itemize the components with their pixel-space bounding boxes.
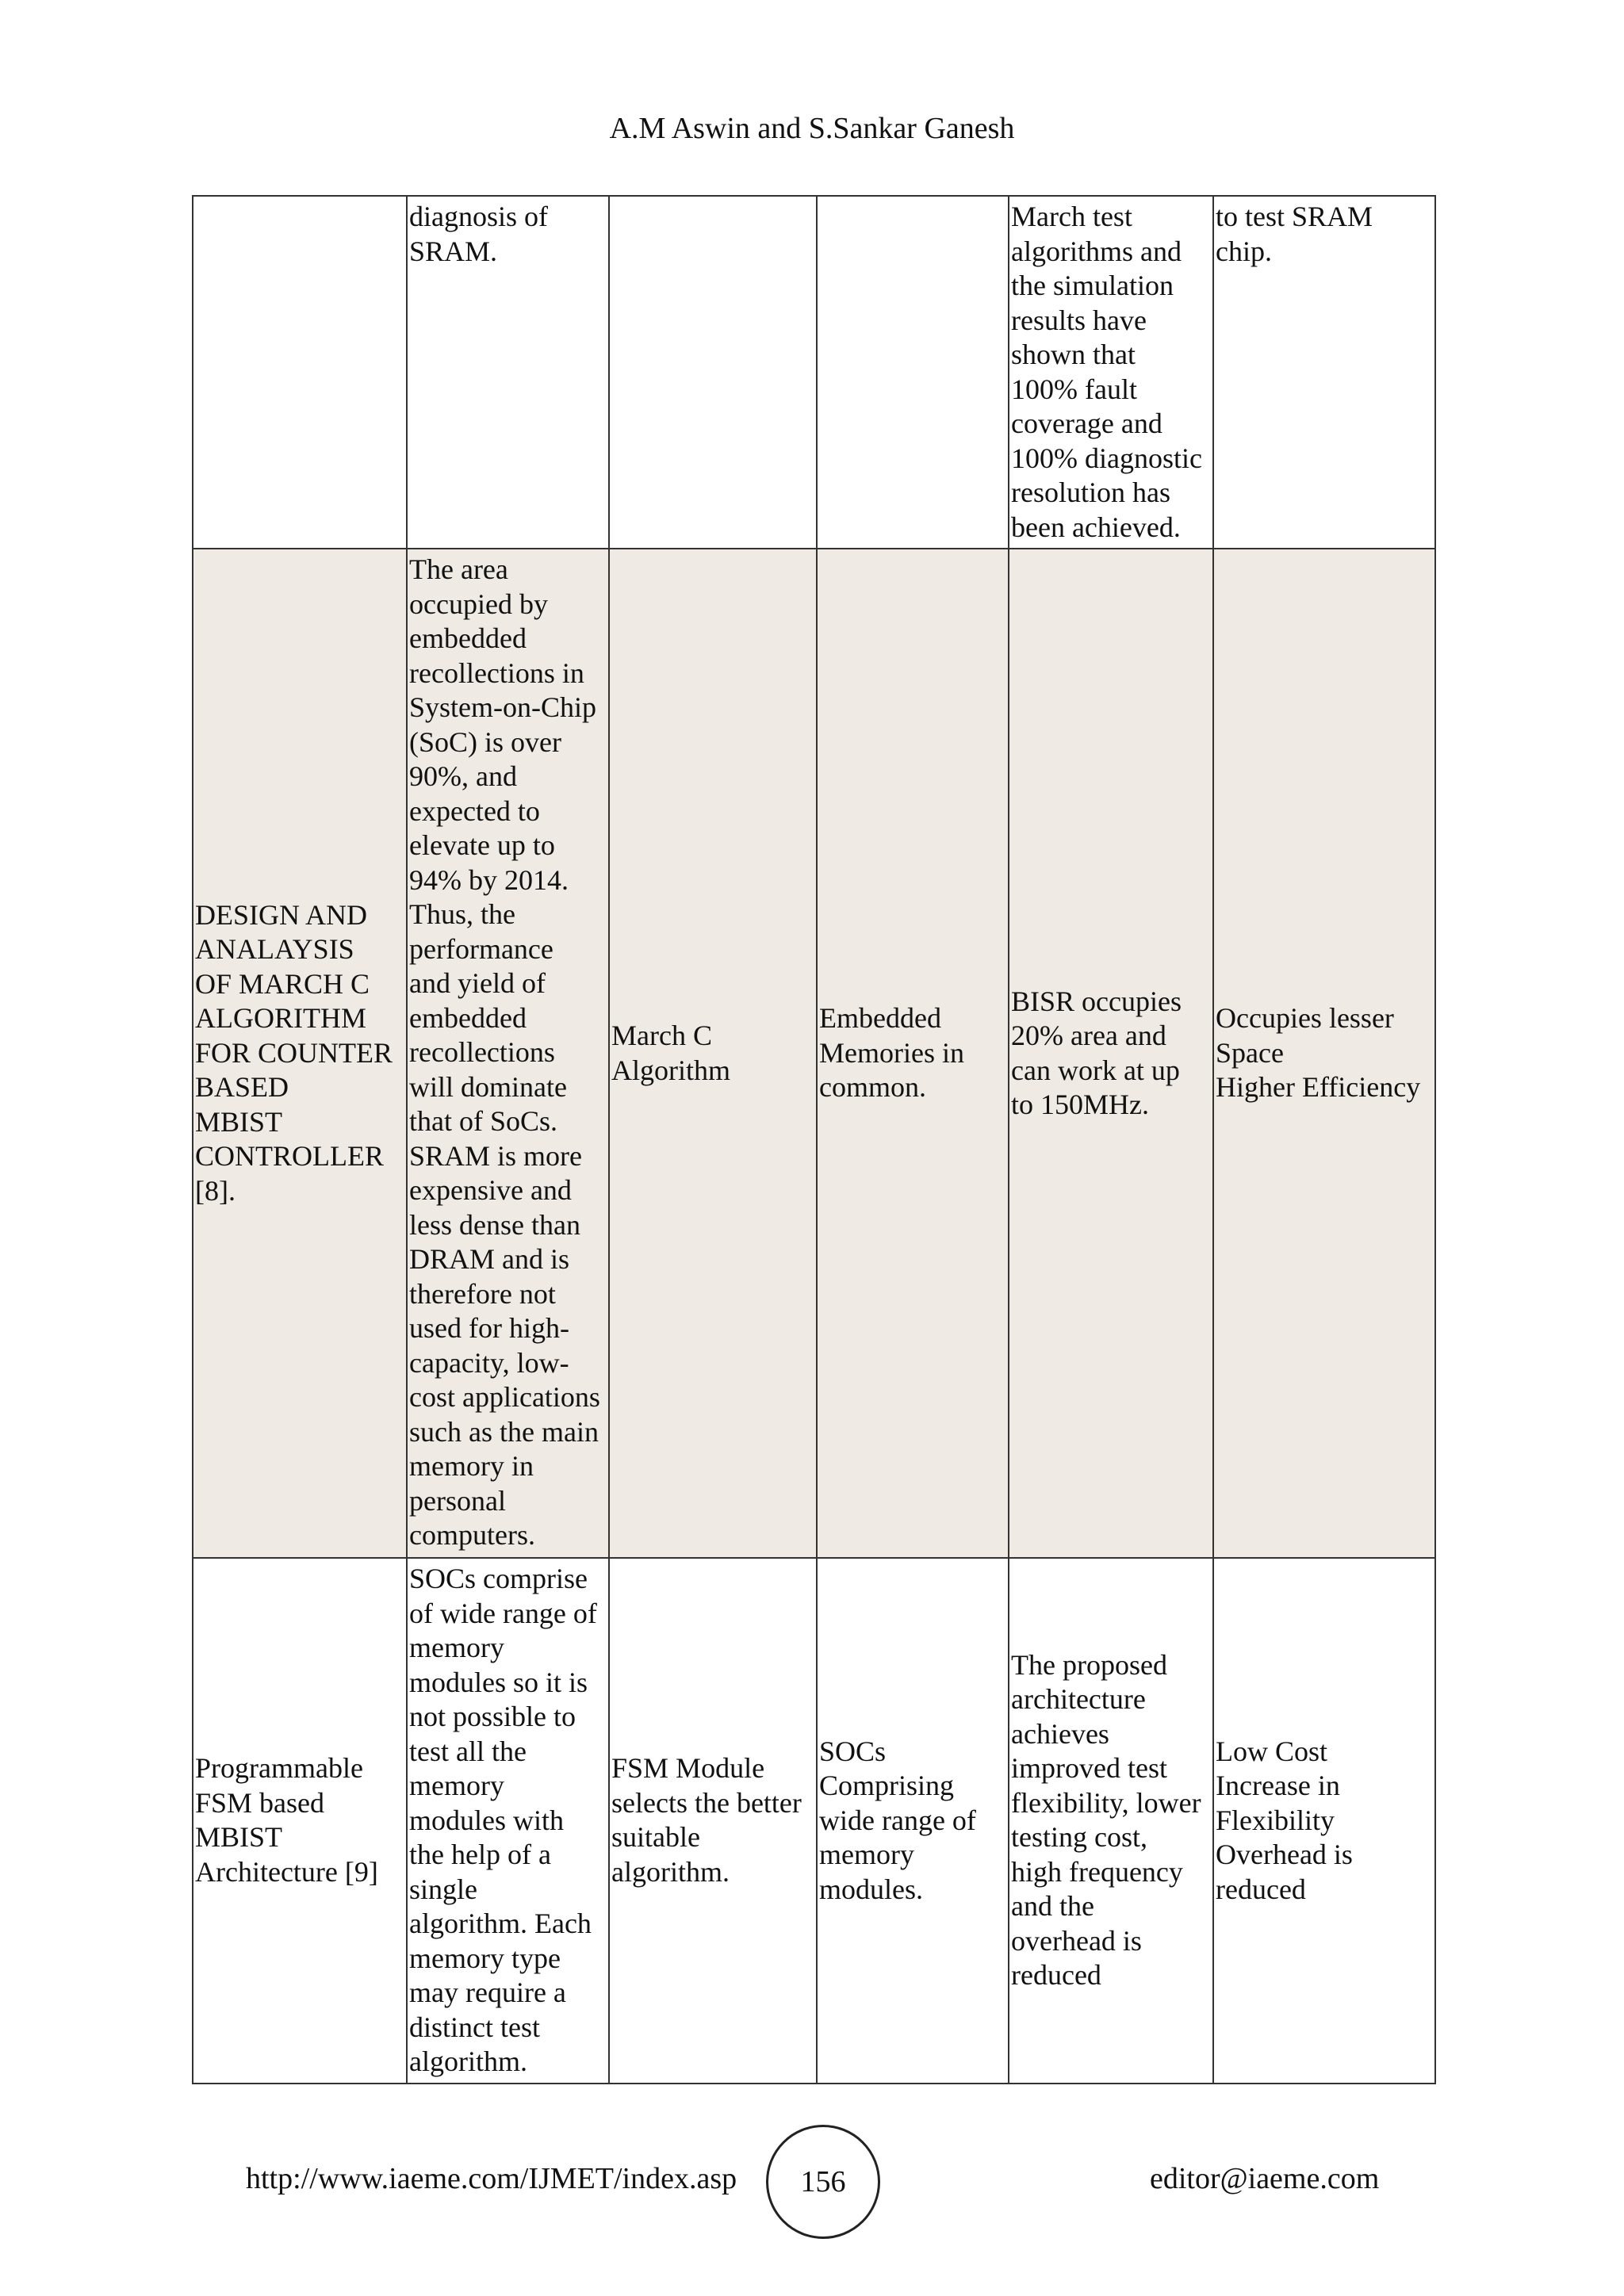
- table-cell-problem: The area occupied by embedded recollections in System-on-Chip (SoC) is over 90%, and expected to elevate up to 94% by 2014. Thus, the performance and yield of embedded recollections will dominate that of SoCs. SRAM is more expensive and less dense than DRAM and is therefore not used for high- capacity, low- cost applications such as the main memory in personal computers.: [407, 549, 609, 1558]
- table-cell-application: Embedded Memories in common.: [817, 549, 1009, 1558]
- page-footer: [0, 2125, 1624, 2236]
- table-row: [193, 1558, 1435, 2084]
- table-cell-merits: to test SRAM chip.: [1213, 196, 1435, 549]
- table-cell-result: BISR occupies 20% area and can work at up to 150MHz.: [1009, 549, 1213, 1558]
- table-cell-merits: Low Cost Increase in Flexibility Overhead is reduced: [1213, 1558, 1435, 2084]
- table-row: [193, 549, 1435, 1558]
- running-header: A.M Aswin and S.Sankar Ganesh: [609, 112, 1015, 145]
- table-cell-method: FSM Module selects the better suitable algorithm.: [609, 1558, 817, 2084]
- table-cell-application: [817, 196, 1009, 549]
- table-cell-result: The proposed architecture achieves improved test flexibility, lower testing cost, high frequency and the overhead is reduced: [1009, 1558, 1213, 2084]
- table-row: [193, 196, 1435, 549]
- table-cell-title: Programmable FSM based MBIST Architecture [9]: [193, 1558, 407, 2084]
- journal-url-link[interactable]: http://www.iaeme.com/IJMET/index.asp: [246, 2162, 737, 2195]
- table-cell-application: SOCs Comprising wide range of memory modules.: [817, 1558, 1009, 2084]
- table-cell-merits: Occupies lesser Space Higher Efficiency: [1213, 549, 1435, 1558]
- table-cell-problem: diagnosis of SRAM.: [407, 196, 609, 549]
- table-cell-result: March test algorithms and the simulation results have shown that 100% fault coverage and 100% diagnostic resolution has been achieved.: [1009, 196, 1213, 549]
- editor-email-link[interactable]: editor@iaeme.com: [1150, 2162, 1380, 2195]
- literature-review-table: [192, 195, 1436, 2084]
- page-number: 156: [766, 2125, 880, 2239]
- table-cell-title: [193, 196, 407, 549]
- table-cell-method: [609, 196, 817, 549]
- table-cell-problem: SOCs comprise of wide range of memory modules so it is not possible to test all the memory modules with the help of a single algorithm. Each memory type may require a distinct test algorithm.: [407, 1558, 609, 2084]
- table-cell-method: March C Algorithm: [609, 549, 817, 1558]
- table-cell-title: DESIGN AND ANALAYSIS OF MARCH C ALGORITHM FOR COUNTER BASED MBIST CONTROLLER [8].: [193, 549, 407, 1558]
